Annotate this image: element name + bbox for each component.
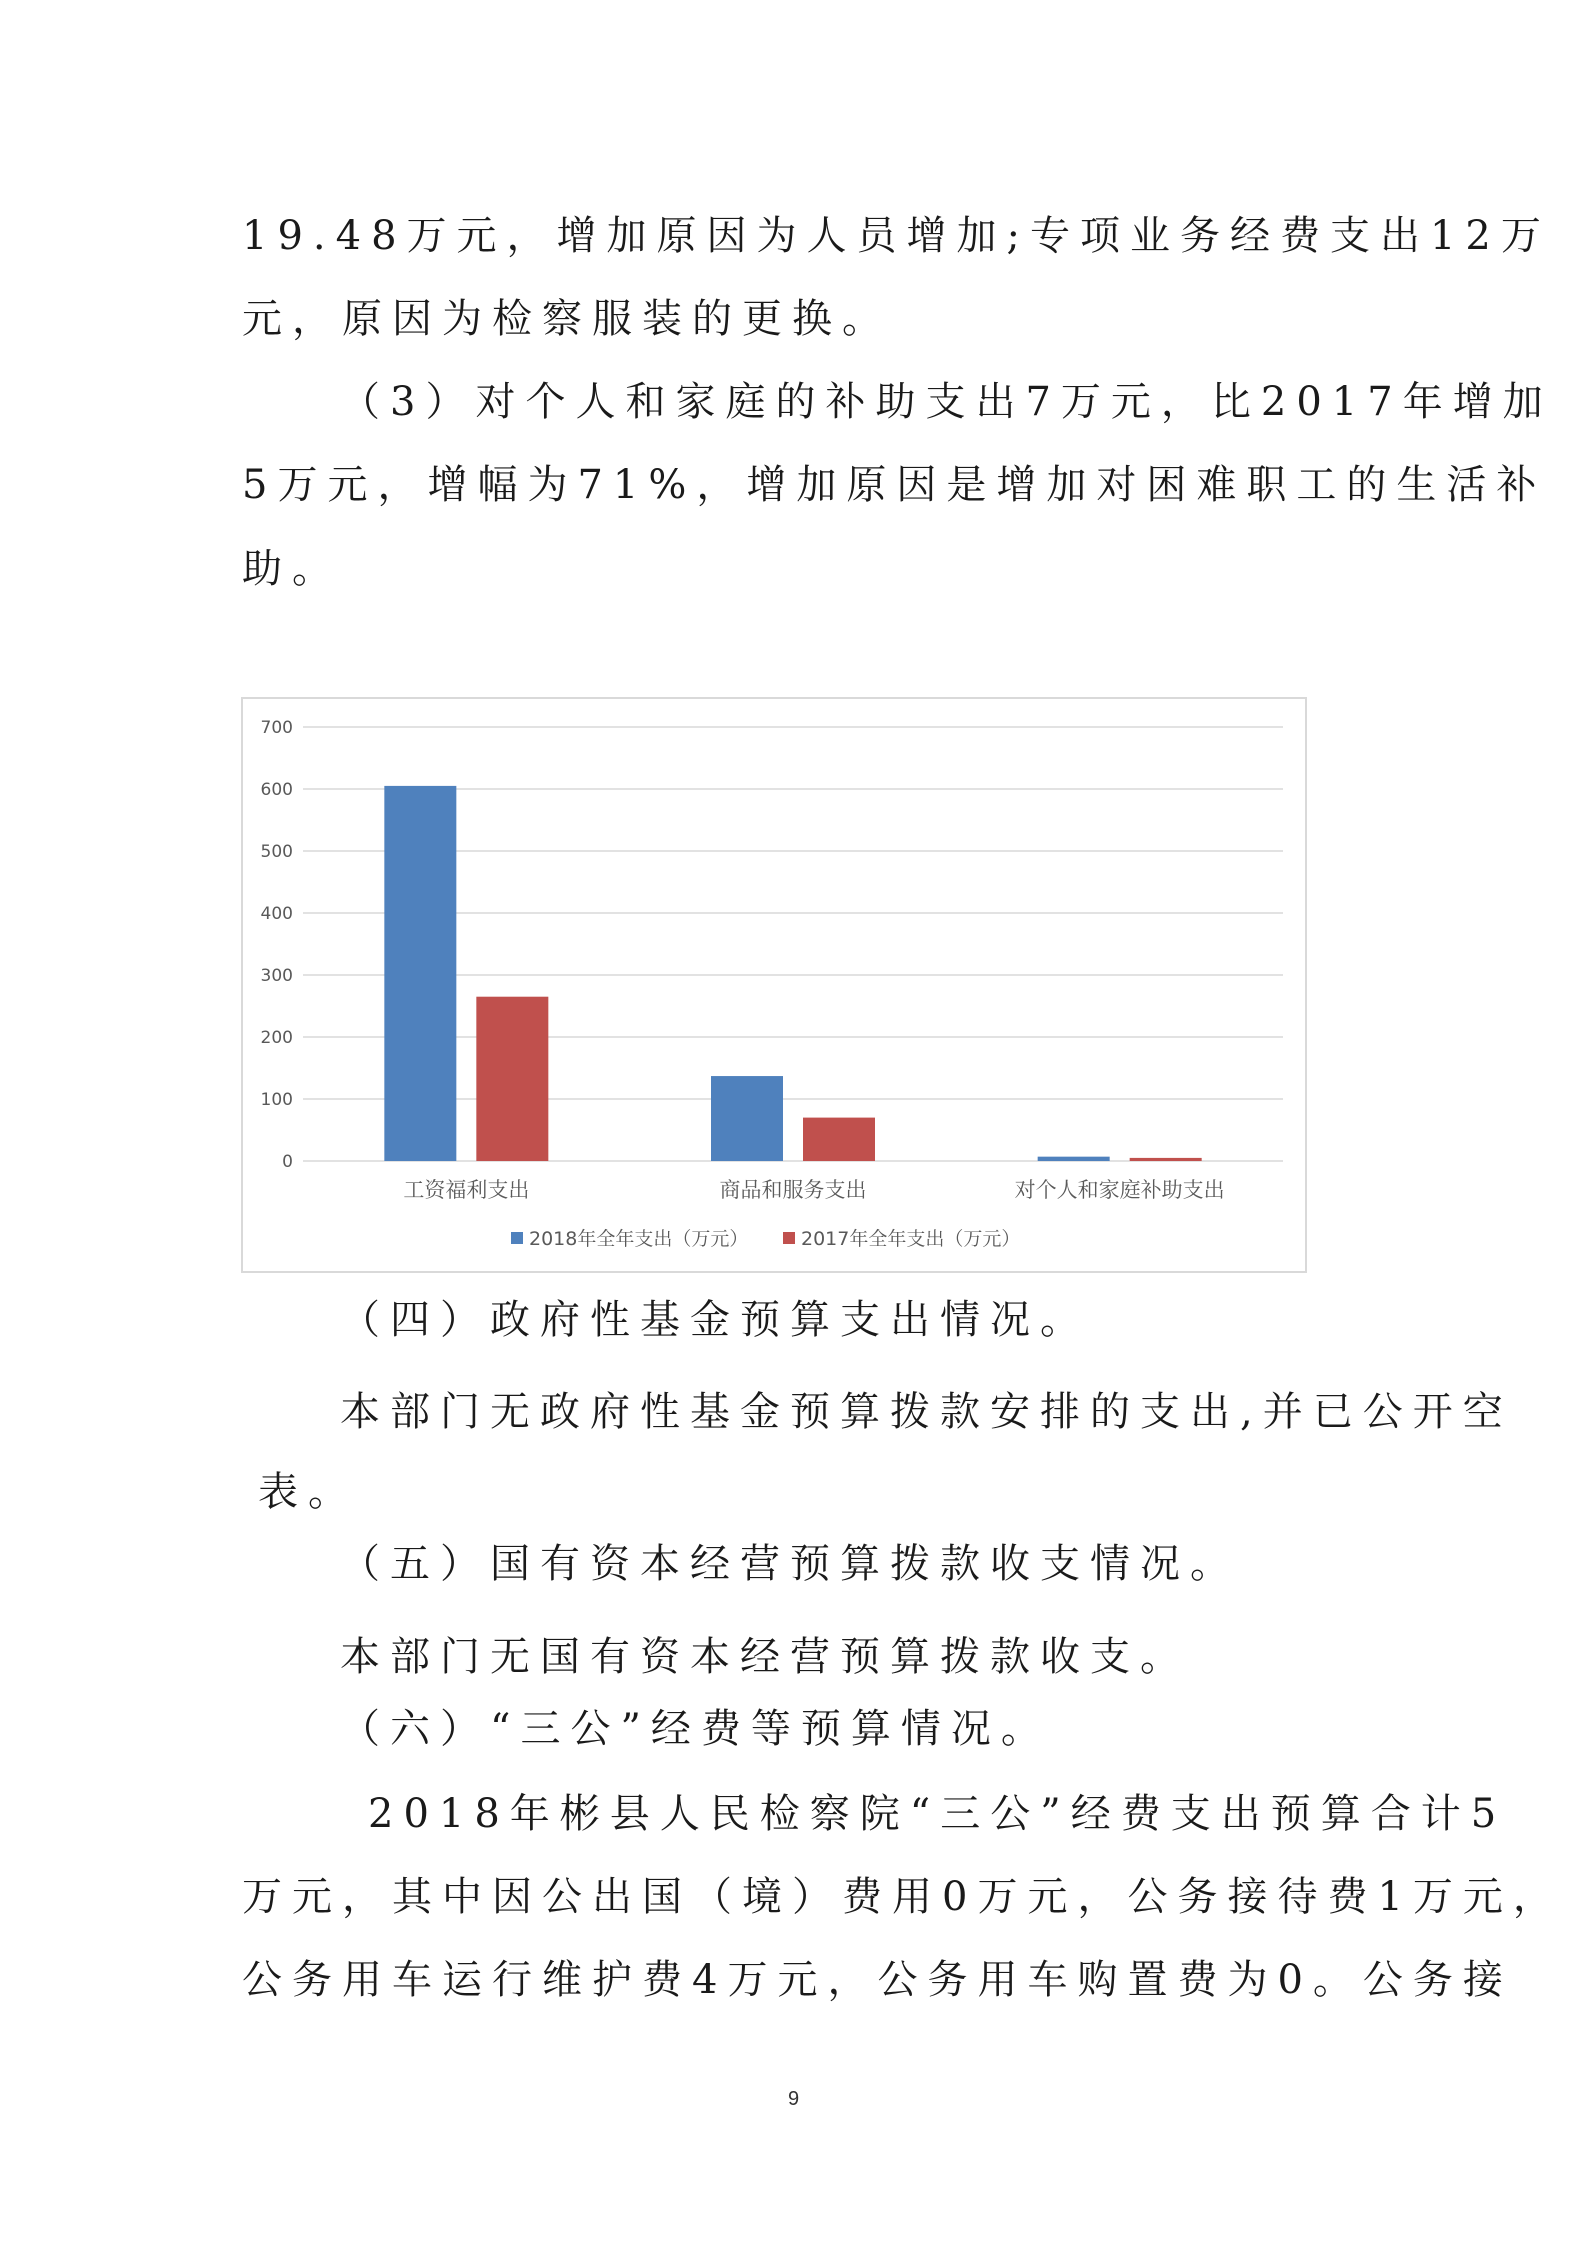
legend-label: 2017年全年支出（万元） <box>801 1228 1021 1250</box>
legend-label: 2018年全年支出（万元） <box>529 1228 749 1250</box>
paragraph-line: （3）对个人和家庭的补助支出7万元，比2017年增加 <box>340 379 1553 425</box>
section-heading-5: （五）国有资本经营预算拨款收支情况。 <box>340 1541 1240 1587</box>
paragraph-line: 本部门无国有资本经营预算拨款收支。 <box>340 1634 1190 1680</box>
bar <box>1130 1158 1202 1161</box>
x-category-label: 对个人和家庭补助支出 <box>1014 1178 1225 1202</box>
y-tick-label: 500 <box>260 842 293 862</box>
bar <box>476 997 548 1161</box>
chart-svg <box>243 699 1309 1275</box>
section-heading-4: （四）政府性基金预算支出情况。 <box>340 1297 1090 1343</box>
bar <box>711 1076 783 1161</box>
bar <box>803 1118 875 1161</box>
bar <box>1038 1157 1110 1161</box>
y-tick-label: 0 <box>282 1152 293 1172</box>
y-tick-label: 700 <box>260 718 293 738</box>
x-category-label: 工资福利支出 <box>403 1178 530 1202</box>
expenditure-bar-chart <box>241 697 1307 1273</box>
paragraph-line: 万元，其中因公出国（境）费用0万元，公务接待费1万元， <box>242 1874 1563 1920</box>
paragraph-line: 元，原因为检察服装的更换。 <box>242 296 892 342</box>
y-tick-label: 600 <box>260 780 293 800</box>
paragraph-line: 公务用车运行维护费4万元，公务用车购置费为0。公务接 <box>242 1957 1513 2003</box>
legend-swatch <box>783 1232 795 1244</box>
y-tick-label: 100 <box>260 1090 293 1110</box>
paragraph-line: 19.48万元，增加原因为人员增加;专项业务经费支出12万 <box>242 213 1551 259</box>
x-category-label: 商品和服务支出 <box>719 1178 867 1202</box>
y-tick-label: 400 <box>260 904 293 924</box>
paragraph-line: 5万元，增幅为71%，增加原因是增加对困难职工的生活补 <box>242 462 1547 508</box>
paragraph-line: 2018年彬县人民检察院“三公”经费支出预算合计5 <box>368 1791 1507 1837</box>
bar <box>384 786 456 1161</box>
paragraph-line: 本部门无政府性基金预算拨款安排的支出,并已公开空 <box>340 1389 1513 1435</box>
y-tick-label: 200 <box>260 1028 293 1048</box>
section-heading-6: （六）“三公”经费等预算情况。 <box>340 1706 1051 1752</box>
paragraph-line: 助。 <box>242 546 342 592</box>
page-number: 9 <box>787 2088 800 2110</box>
paragraph-line: 表。 <box>258 1469 358 1515</box>
legend-swatch <box>511 1232 523 1244</box>
y-tick-label: 300 <box>260 966 293 986</box>
